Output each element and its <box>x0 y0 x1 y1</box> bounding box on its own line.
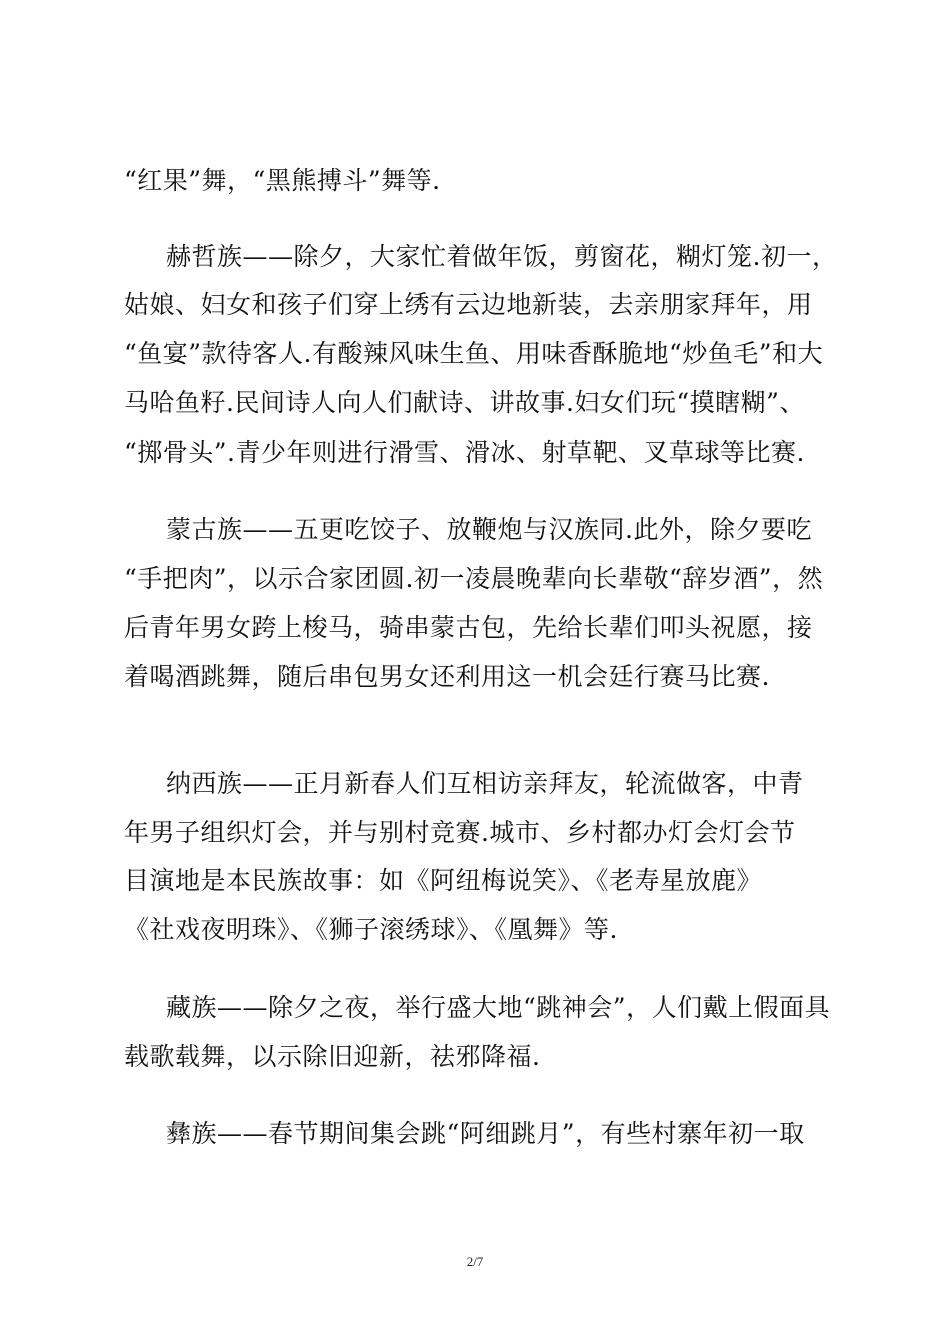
text-line: “红果”舞，“黑熊搏斗”舞等. <box>124 166 441 195</box>
text-line: 藏族——除夕之夜，举行盛大地“跳神会”，人们戴上假面具 <box>166 993 831 1022</box>
text-line: 纳西族——正月新春人们互相访亲拜友，轮流做客，中青 <box>166 769 804 798</box>
text-line: 马哈鱼籽.民间诗人向人们献诗、讲故事.妇女们玩“摸瞎糊”、 <box>124 388 805 417</box>
text-line: 彝族——春节期间集会跳“阿细跳月”，有些村寨年初一取 <box>166 1119 805 1148</box>
text-line: 赫哲族——除夕，大家忙着做年饭，剪窗花，糊灯笼.初一， <box>166 242 838 271</box>
text-line: “掷骨头”.青少年则进行滑雪、滑冰、射草靶、叉草球等比赛. <box>124 438 805 467</box>
text-line: 着喝酒跳舞，随后串包男女还利用这一机会廷行赛马比赛. <box>124 662 770 691</box>
text-line: 年男子组织灯会，并与别村竞赛.城市、乡村都办灯会灯会节 <box>124 818 796 847</box>
text-line: 蒙古族——五更吃饺子、放鞭炮与汉族同.此外，除夕要吃 <box>166 515 812 544</box>
text-line: 目演地是本民族故事：如《阿纽梅说笑》、《老寿星放鹿》 <box>124 866 763 895</box>
text-line: 后青年男女跨上梭马，骑串蒙古包，先给长辈们叩头祝愿，接 <box>124 613 813 642</box>
page-number: 2/7 <box>466 1254 484 1269</box>
text-line: 载歌载舞，以示除旧迎新，祛邪降福. <box>124 1042 541 1071</box>
text-line: 姑娘、妇女和孩子们穿上绣有云边地新装，去亲朋家拜年，用 <box>124 290 813 319</box>
text-line: “鱼宴”款待客人.有酸辣风味生鱼、用味香酥脆地“炒鱼毛”和大 <box>124 339 824 368</box>
text-line: “手把肉”，以示合家团圆.初一凌晨晚辈向长辈敬“辞岁酒”，然 <box>124 564 824 593</box>
text-line: 《社戏夜明珠》、《狮子滚绣球》、《凰舞》等. <box>124 915 618 944</box>
